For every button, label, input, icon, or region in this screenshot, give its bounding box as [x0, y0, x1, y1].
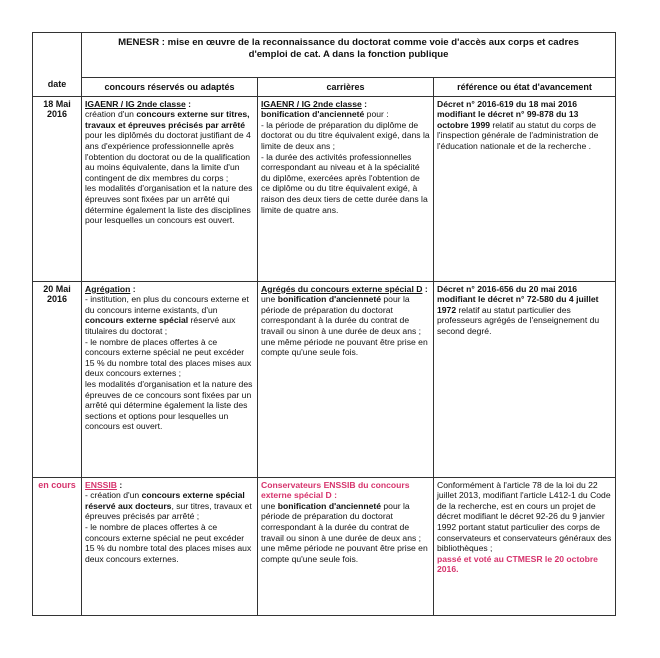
cell-text: création d'un [85, 109, 137, 120]
cell-title: Agrégation [85, 283, 131, 294]
cell-bold-text: bonification d'ancienneté [277, 294, 382, 305]
cell-text: réservé aux titulaires du doctorat ; [85, 315, 236, 336]
cell-text: - la durée des activités professionnelles correspondant au niveau et à la spécialité du diplôme, exercées après l'obtention de ce diplôme ou du titre équivalent exigé, à raison des deux tiers de cette durée dans la limite de quatre ans. [261, 151, 428, 215]
row-date: 18 Mai 2016 [33, 96, 82, 281]
table-row [33, 96, 616, 281]
cell-title-colon: : [422, 283, 428, 294]
table-row [33, 281, 616, 477]
table-title [82, 33, 616, 78]
cell-text: - le nombre de places offertes à ce concours externe spécial ne peut excéder 15 % du nombre total des places mises aux deux concours externes ; [85, 336, 252, 379]
cell-title: ENSSIB [85, 479, 117, 490]
title-row [33, 33, 616, 78]
column-header-carrieres: carrières [258, 78, 434, 97]
cell-title: Conservateurs ENSSIB du concours externe spécial D [261, 479, 410, 501]
cell-text: - création d'un [85, 490, 142, 501]
cell-text: pour la période de préparation du doctorat correspondant à la durée du contrat de travail ou sinon à une durée de deux ans ; une même période ne pouvant être prise en compte qu'une seule fois. [261, 500, 428, 564]
cell-text: - institution, en plus du concours externe et du concours interne existants, d'un [85, 294, 249, 315]
column-header-concours: concours réservés ou adaptés [82, 78, 258, 97]
column-header-row [33, 78, 616, 97]
date-header: date [33, 33, 82, 97]
cell-bold-text: concours externe spécial réservé aux docteurs [85, 490, 245, 511]
cell-text: pour les diplômés du doctorat justifiant de 4 ans d'expérience professionnelle après l'obtention du doctorat ou de la qualification au moins équivalente, dans la limite d'un contingent de dix membres du corps ; [85, 130, 251, 183]
cell-title: IGAENR / IG 2nde classe [85, 98, 186, 109]
table-row [33, 477, 616, 615]
row-date: 20 Mai 2016 [33, 281, 82, 477]
decree-reference: Décret n° 2016-619 du 18 mai 2016 modifiant le décret n° 99-878 du 13 octobre 1999 [437, 98, 579, 130]
cell-bold-text: bonification d'ancienneté [261, 109, 365, 120]
row-date-status: en cours [33, 477, 82, 615]
cell-text: pour la période de préparation du doctorat correspondant à la durée du contrat de travail ou sinon à une durée de deux ans ; une même période ne pouvant être prise en compte qu'une seule fois. [261, 294, 428, 358]
concours-cell [82, 281, 258, 477]
cell-bold-text: concours externe spécial [85, 315, 189, 326]
concours-cell [82, 96, 258, 281]
carrieres-cell [258, 281, 434, 477]
cell-bold-text: bonification d'ancienneté [277, 500, 382, 511]
cell-text: - le nombre de places offertes à ce concours externe spécial ne peut excéder 15 % du nombre total des places mises aux deux concours externes. [85, 521, 252, 564]
cell-text: relatif au statut particulier des professeurs agrégés de l'enseignement du second degré. [437, 304, 600, 336]
cell-text: Conformément à l'article 78 de la loi du 22 juillet 2013, modifiant l'article L412-1 du Code de la recherche, est en cours un projet de décret modifiant le décret 92-26 du 9 janvier 1992 portant statut particulier des corps de conservateurs et conservateurs généraux des bibliothèques ; [437, 479, 612, 554]
cell-text: une [261, 294, 278, 305]
concours-cell [82, 477, 258, 615]
cell-text: une [261, 500, 278, 511]
cell-text: les modalités d'organisation et la nature des épreuves de ce concours sont fixées par un arrêté qui détermine également la liste des sections et options pour lesquelles un concours est ouvert. [85, 378, 253, 432]
cell-title-colon: : [361, 98, 368, 109]
cell-text: - la période de préparation du diplôme de doctorat ou du titre équivalent exigé, dans la limite de deux ans ; [261, 119, 430, 151]
reference-cell [434, 96, 616, 281]
reference-cell [434, 281, 616, 477]
carrieres-cell [258, 477, 434, 615]
column-header-reference: référence ou état d'avancement [434, 78, 616, 97]
cell-title-colon: : [130, 283, 136, 294]
title-line-1: MENESR : mise en œuvre de la reconnaissance du doctorat comme voie d'accès aux corps et cadres [118, 37, 579, 48]
cell-text: relatif au statut du corps de l'inspection générale de l'administration de l'éducation nationale et de la recherche . [437, 119, 599, 151]
cell-text: pour : [364, 109, 389, 120]
cell-title-colon: : [331, 490, 337, 501]
reference-cell [434, 477, 616, 615]
carrieres-cell [258, 96, 434, 281]
cell-text: les modalités d'organisation et la nature des épreuves sont fixées par un arrêté qui détermine également la liste des disciplines pour lesquelles un concours est ouvert. [85, 183, 253, 226]
cell-bold-text: concours externe sur titres, travaux et épreuves précisés par arrêté [85, 109, 250, 130]
cell-title-colon: : [185, 98, 192, 109]
cell-title-colon: : [117, 479, 123, 490]
document-table [32, 32, 616, 616]
cell-text: , sur titres, travaux et épreuves précisés par arrêté ; [85, 500, 252, 522]
status-text: passé et voté au CTMESR le 20 octobre 2016. [437, 553, 598, 575]
decree-reference: Décret n° 2016-656 du 20 mai 2016 modifiant le décret n° 72-580 du 4 juillet 1972 [437, 283, 599, 315]
cell-title: Agrégés du concours externe spécial D [261, 283, 423, 294]
title-line-2: d'emploi de cat. A dans la fonction publique [248, 49, 449, 60]
cell-title: IGAENR / IG 2nde classe [261, 98, 362, 109]
